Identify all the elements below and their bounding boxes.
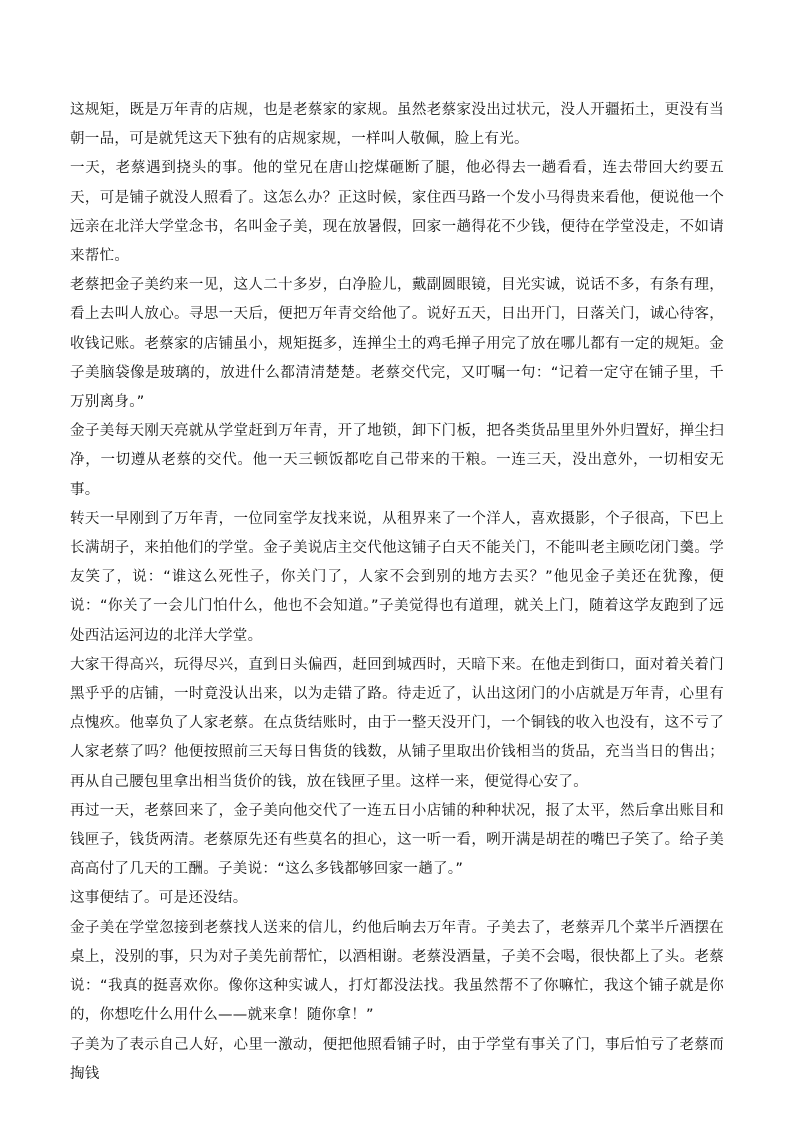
paragraph-9: 金子美在学堂忽接到老蔡找人送来的信儿，约他后晌去万年青。子美去了，老蔡弄几个菜半斤酒摆在桌上，没别的事，只为对子美先前帮忙，以酒相谢。老蔡没酒量，子美不会喝，很快都上了头。老蔡说：“我真的挺喜欢你。像你这种实诚人，打灯都没法找。我虽然帮不了你嘛忙，我这个铺子就是你的，你想吃什么用什么——就来拿！随你拿！”	[70, 919, 724, 1024]
paragraph-2: 一天，老蔡遇到挠头的事。他的堂兄在唐山挖煤砸断了腿，他必得去一趟看看，连去带回大约要五天，可是铺子就没人照看了。这怎么办？正这时候，家住西马路一个发小马得贵来看他，便说他一个远亲在北洋大学堂念书，名叫金子美，现在放暑假，回家一趟得花不少钱，便待在学堂没走，不如请来帮忙。	[70, 160, 724, 265]
paragraph-3: 老蔡把金子美约来一见，这人二十多岁，白净脸儿，戴副圆眼镜，目光实诚，说话不多，有条有理，看上去叫人放心。寻思一天后，便把万年青交给他了。说好五天，日出开门，日落关门，诚心待客，收钱记账。老蔡家的店铺虽小，规矩挺多，连掸尘土的鸡毛掸子用完了放在哪儿都有一定的规矩。金子美脑袋像是玻璃的，放进什么都清清楚楚。老蔡交代完，又叮嘱一句：“记着一定守在铺子里，千万别离身。”	[70, 277, 724, 411]
paragraph-5: 转天一早刚到了万年青，一位同室学友找来说，从租界来了一个洋人，喜欢摄影，个子很高，下巴上长满胡子，来拍他们的学堂。金子美说店主交代他这铺子白天不能关门，不能叫老主顾吃闭门羹。学友笑了，说：“谁这么死性子，你关门了，人家不会到别的地方去买？”他见金子美还在犹豫，便说：“你关了一会儿门怕什么，他也不会知道。”子美觉得也有道理，就关上门，随着这学友跑到了远处西沽运河边的北洋大学堂。	[70, 510, 724, 644]
document-body	[70, 96, 724, 1089]
paragraph-6: 大家干得高兴，玩得尽兴，直到日头偏西，赶回到城西时，天暗下来。在他走到街口，面对着关着门黑乎乎的店铺，一时竟没认出来，以为走错了路。待走近了，认出这闭门的小店就是万年青，心里有点愧疚。他辜负了人家老蔡。在点货结账时，由于一整天没开门，一个铜钱的收入也没有，这不亏了人家老蔡了吗？他便按照前三天每日售货的钱数，从铺子里取出价钱相当的货品，充当当日的售出；再从自己腰包里拿出相当货价的钱，放在钱匣子里。这样一来，便觉得心安了。	[70, 656, 724, 790]
paragraph-8: 这事便结了。可是还没结。	[70, 890, 248, 907]
paragraph-4: 金子美每天刚天亮就从学堂赶到万年青，开了地锁，卸下门板，把各类货品里里外外归置好，掸尘扫净，一切遵从老蔡的交代。他一天三顿饭都吃自己带来的干粮。一连三天，没出意外，一切相安无事。	[70, 423, 724, 498]
paragraph-10: 子美为了表示自己人好，心里一激动，便把他照看铺子时，由于学堂有事关了门，事后怕亏了老蔡而掏钱	[70, 1036, 724, 1082]
paragraph-1: 这规矩，既是万年青的店规，也是老蔡家的家规。虽然老蔡家没出过状元，没人开疆拓土，更没有当朝一品，可是就凭这天下独有的店规家规，一样叫人敬佩，脸上有光。	[70, 102, 724, 148]
paragraph-7: 再过一天，老蔡回来了，金子美向他交代了一连五日小店铺的种种状况，报了太平，然后拿出账目和钱匣子，钱货两清。老蔡原先还有些莫名的担心，这一听一看，咧开满是胡茬的嘴巴子笑了。给子美高高付了几天的工酬。子美说：“这么多钱都够回家一趟了。”	[70, 802, 724, 878]
